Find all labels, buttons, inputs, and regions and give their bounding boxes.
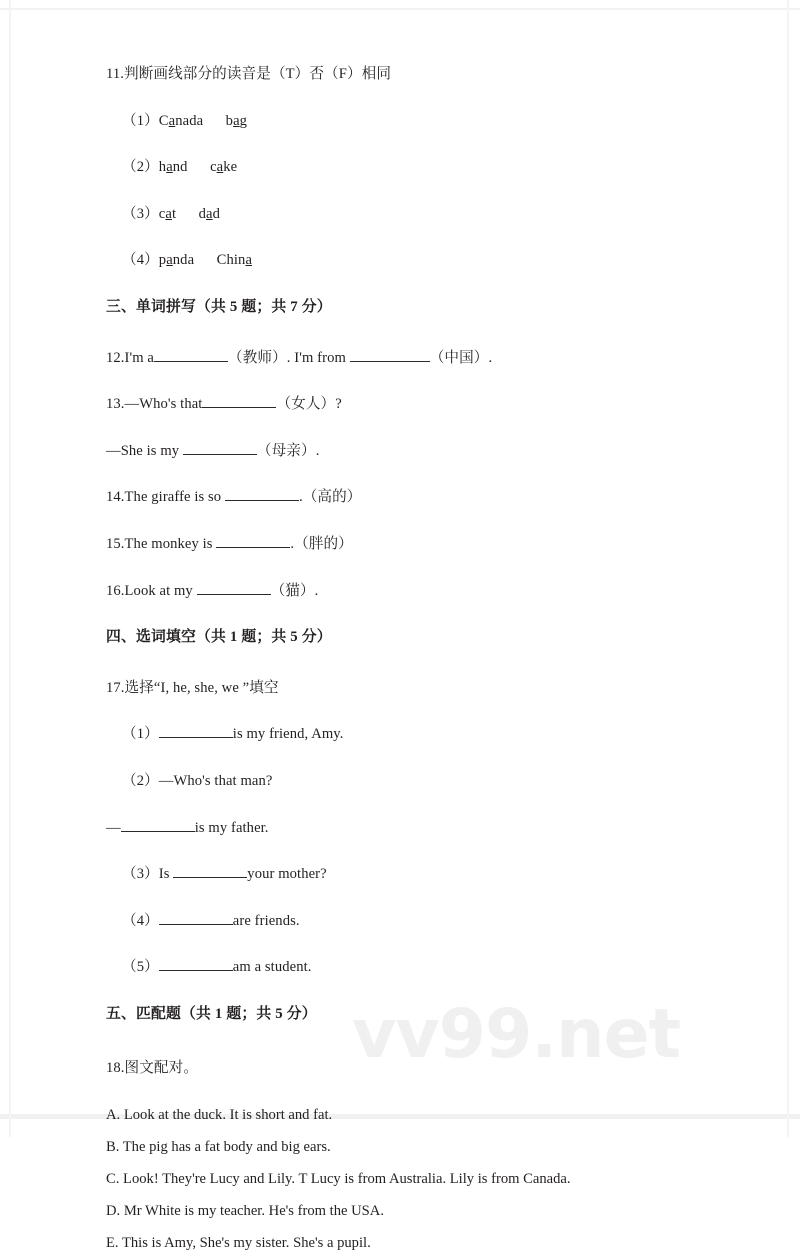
question-12: 12.I'm a （教师）. I'm from （中国）. (106, 349, 493, 366)
section-heading-4: 四、选词填空（共 1 题；共 5 分） (106, 629, 332, 646)
word-gap (203, 113, 226, 129)
answer-blank[interactable] (216, 547, 290, 548)
item-number: （4） (122, 912, 159, 929)
question-13-reply: —She is my （母亲）. (106, 442, 320, 459)
item-number: （3） (122, 205, 159, 222)
question-18-option-e: E. This is Amy, She's my sister. She's a pupil. (106, 1235, 371, 1252)
word-gap (188, 159, 211, 175)
item-number: （3） (122, 866, 159, 883)
question-17-item-2: （2）—Who's that man? (122, 772, 273, 789)
question-18-option-d: D. Mr White is my teacher. He's from the USA. (106, 1203, 384, 1220)
answer-blank[interactable] (225, 500, 299, 501)
question-18-option-a: A. Look at the duck. It is short and fat. (106, 1107, 333, 1124)
question-15: 15.The monkey is .（胖的） (106, 535, 353, 552)
section-heading-3: 三、单词拼写（共 5 题；共 7 分） (106, 298, 332, 315)
question-17-prompt: 17.选择“I, he, she, we ”填空 (106, 679, 279, 696)
question-11-item-1 (106, 105, 726, 137)
question-16: 16.Look at my （猫）. (106, 582, 319, 599)
item-number: （5） (122, 959, 159, 976)
question-18-option-b: B. The pig has a fat body and big ears. (106, 1139, 331, 1156)
item-number: （4） (122, 252, 159, 269)
question-18-prompt: 18.图文配对。 (106, 1060, 199, 1077)
answer-blank[interactable] (159, 970, 233, 971)
word-gap (176, 206, 199, 222)
answer-blank[interactable] (183, 454, 257, 455)
question-17-item-1: （1） is my friend, Amy. (122, 726, 344, 743)
answer-blank[interactable] (202, 407, 276, 408)
item-number: — (106, 819, 121, 836)
question-17-item-2-reply: — is my father. (106, 819, 269, 836)
answer-blank[interactable] (197, 594, 271, 595)
question-14: 14.The giraffe is so .（高的） (106, 489, 362, 506)
answer-blank[interactable] (159, 737, 233, 738)
question-17-item-4: （4） are friends. (122, 912, 300, 929)
word-2: bag (225, 112, 248, 129)
answer-blank[interactable] (121, 831, 195, 832)
item-number: （2） (122, 772, 159, 789)
word-gap (194, 252, 217, 268)
page-edge-top (0, 8, 800, 10)
word-2: dad (198, 205, 220, 222)
site-watermark: vv99.net (352, 995, 681, 1074)
word-1: hand (158, 159, 188, 176)
question-11-item-3 (106, 198, 726, 230)
item-number: （1） (122, 112, 159, 129)
answer-blank[interactable] (159, 924, 233, 925)
question-18-option-c: C. Look! They're Lucy and Lily. T Lucy is from Australia. Lily is from Canada. (106, 1171, 571, 1188)
answer-blank[interactable] (173, 877, 247, 878)
item-number: （1） (122, 726, 159, 743)
word-2: cake (210, 159, 238, 176)
section-heading-5: 五、匹配题（共 1 题；共 5 分） (106, 1005, 317, 1022)
question-11-prompt: 11.判断画线部分的读音是（T）否（F）相同 (106, 66, 392, 82)
page-edge-right (787, 0, 789, 1137)
word-1: Canada (158, 112, 204, 129)
answer-blank[interactable] (350, 361, 430, 362)
page-edge-left (9, 0, 11, 1137)
item-number: （2） (122, 159, 159, 176)
word-1: panda (158, 252, 195, 269)
question-17-item-5: （5） am a student. (122, 959, 312, 976)
question-11-item-4 (106, 244, 726, 276)
answer-blank[interactable] (154, 361, 228, 362)
question-11-item-2 (106, 151, 726, 183)
question-17-item-3: （3）Is your mother? (122, 866, 327, 883)
question-13: 13.—Who's that （女人）? (106, 396, 342, 413)
word-2: China (216, 252, 253, 269)
page-content (106, 58, 726, 1259)
word-1: cat (158, 205, 177, 222)
